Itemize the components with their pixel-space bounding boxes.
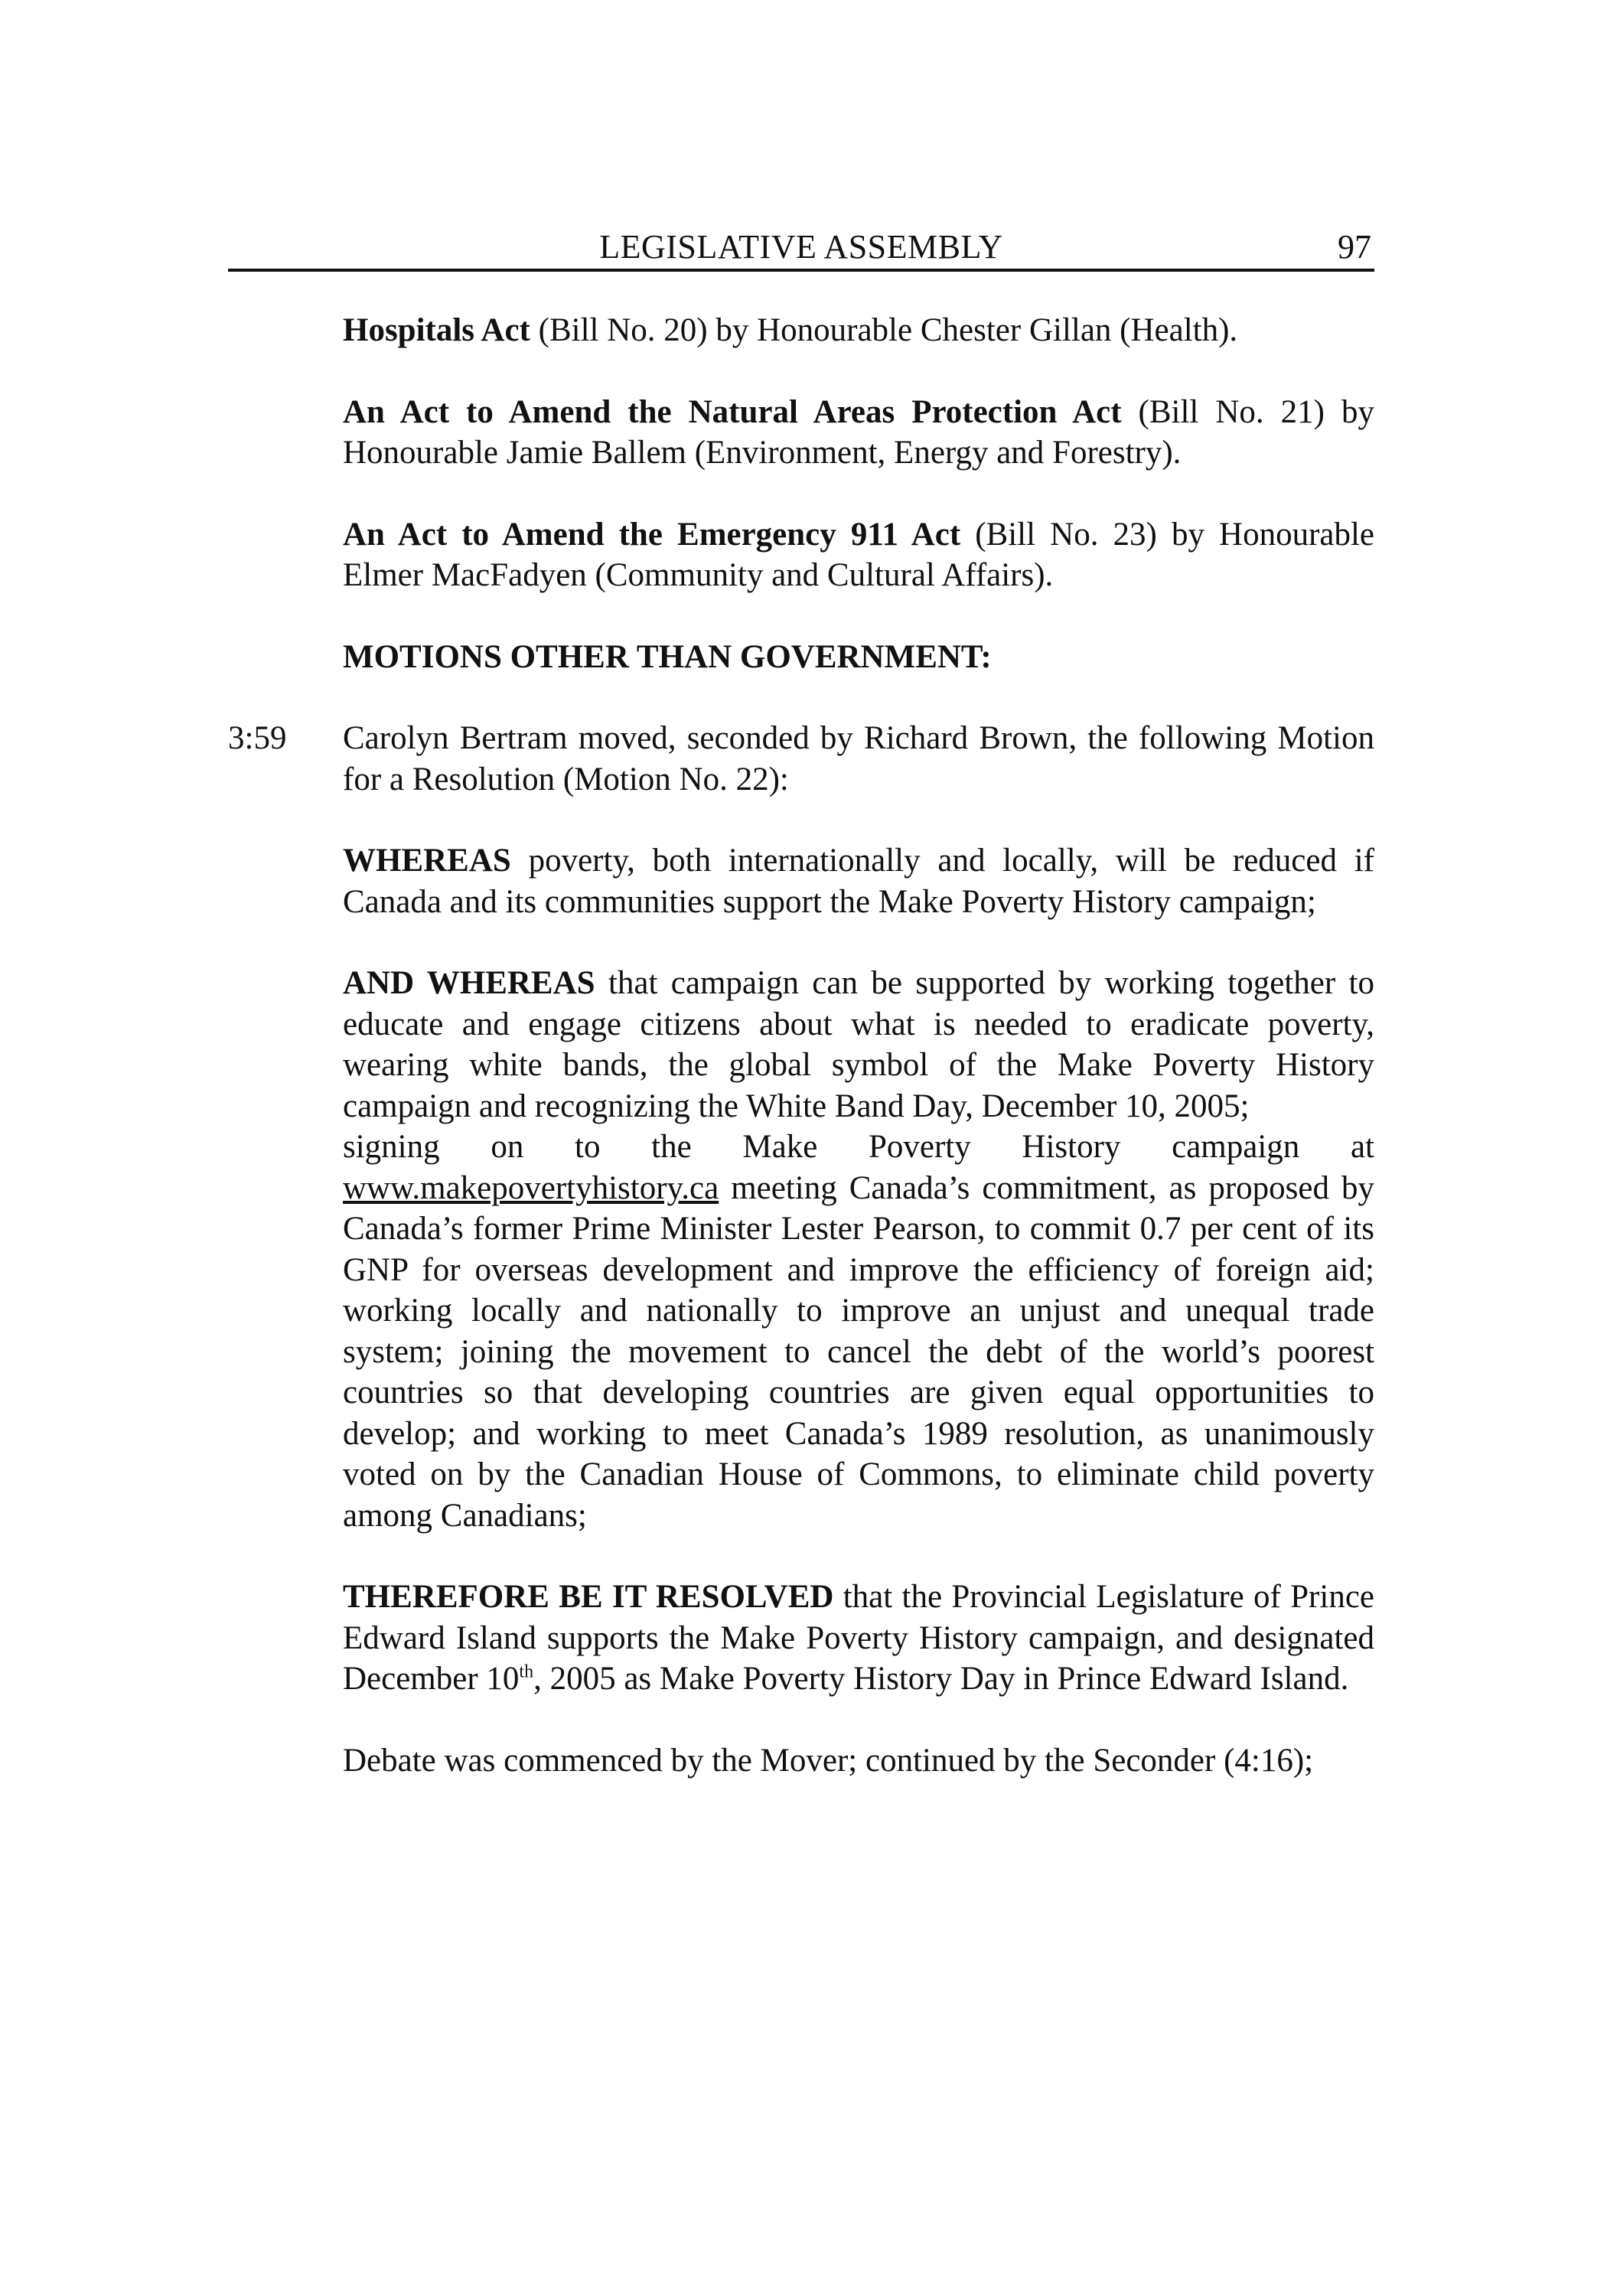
clause-lead: THEREFORE BE IT RESOLVED: [343, 1579, 834, 1615]
page-header: [228, 226, 1374, 272]
resolved-clause: [343, 1577, 1374, 1700]
motion-time: 3:59: [228, 720, 287, 756]
bill-details: (Bill No. 21) by Honourable Jamie Ballem (Environment, Energy and Forestry).: [343, 393, 1374, 471]
motion-intro-text: Carolyn Bertram moved, seconded by Richard Brown, the following Motion for a Resolution (Motion No. 22):: [343, 720, 1374, 797]
debate-line: Debate was commenced by the Mover; continued by the Seconder (4:16);: [343, 1742, 1314, 1779]
bill-details: (Bill No. 20) by Honourable Chester Gillan (Health).: [530, 312, 1238, 348]
ordinal-suffix: th: [519, 1662, 534, 1682]
motion-intro: [228, 718, 1374, 800]
bill-name: Hospitals Act: [343, 312, 530, 348]
clause-spread-line: signing on to the Make Poverty History campaign at: [343, 1129, 1374, 1165]
and-whereas-clause: [343, 963, 1374, 1536]
clause-text: poverty, both internationally and locally, will be reduced if Canada and its communities support the Make Poverty History campaign;: [343, 843, 1374, 920]
clause-text: that campaign can be supported by working together to educate and engage citizens about what is needed to eradicate poverty, wearing white bands, the global symbol of the Make Poverty History campaign and recognizing the White Band Day, December 10, 2005;: [343, 965, 1374, 1124]
bill-name: An Act to Amend the Natural Areas Protection Act: [343, 393, 1122, 430]
bill-name: An Act to Amend the Emergency 911 Act: [343, 516, 961, 553]
bill-entry: [343, 514, 1374, 596]
bill-entry: [343, 310, 1374, 351]
clause-text: meeting Canada’s commitment, as proposed by Canada’s former Prime Minister Lester Pearson, to commit 0.7 per cent of its GNP for overseas development and improve the efficiency of foreign aid; working locally and nationally to improve an unjust and unequal trade system; joining the movement to cancel the debt of the world’s poorest countries so that developing countries are given equal opportunities to develop; and working to meet Canada’s 1989 resolution, as unanimously voted on by the Canadian House of Commons, to eliminate child poverty among Canadians;: [343, 1169, 1374, 1534]
header-title: LEGISLATIVE ASSEMBLY: [599, 228, 1003, 266]
clause-text: , 2005 as Make Poverty History Day in Prince Edward Island.: [533, 1661, 1349, 1697]
page-number: 97: [1338, 228, 1371, 266]
clause-lead: AND WHEREAS: [343, 965, 595, 1001]
clause-text: that the Provincial Legislature of Prince Edward Island supports the Make Poverty History campaign, and designated December 10: [343, 1579, 1374, 1697]
bill-entry: [343, 392, 1374, 474]
section-heading: MOTIONS OTHER THAN GOVERNMENT:: [343, 638, 992, 675]
clause-lead: WHEREAS: [343, 843, 511, 879]
campaign-website-link[interactable]: www.makepovertyhistory.ca: [343, 1169, 719, 1206]
whereas-clause: [343, 840, 1374, 922]
document-body: [228, 310, 1375, 1821]
bill-details: (Bill No. 23) by Honourable Elmer MacFadyen (Community and Cultural Affairs).: [343, 516, 1375, 593]
